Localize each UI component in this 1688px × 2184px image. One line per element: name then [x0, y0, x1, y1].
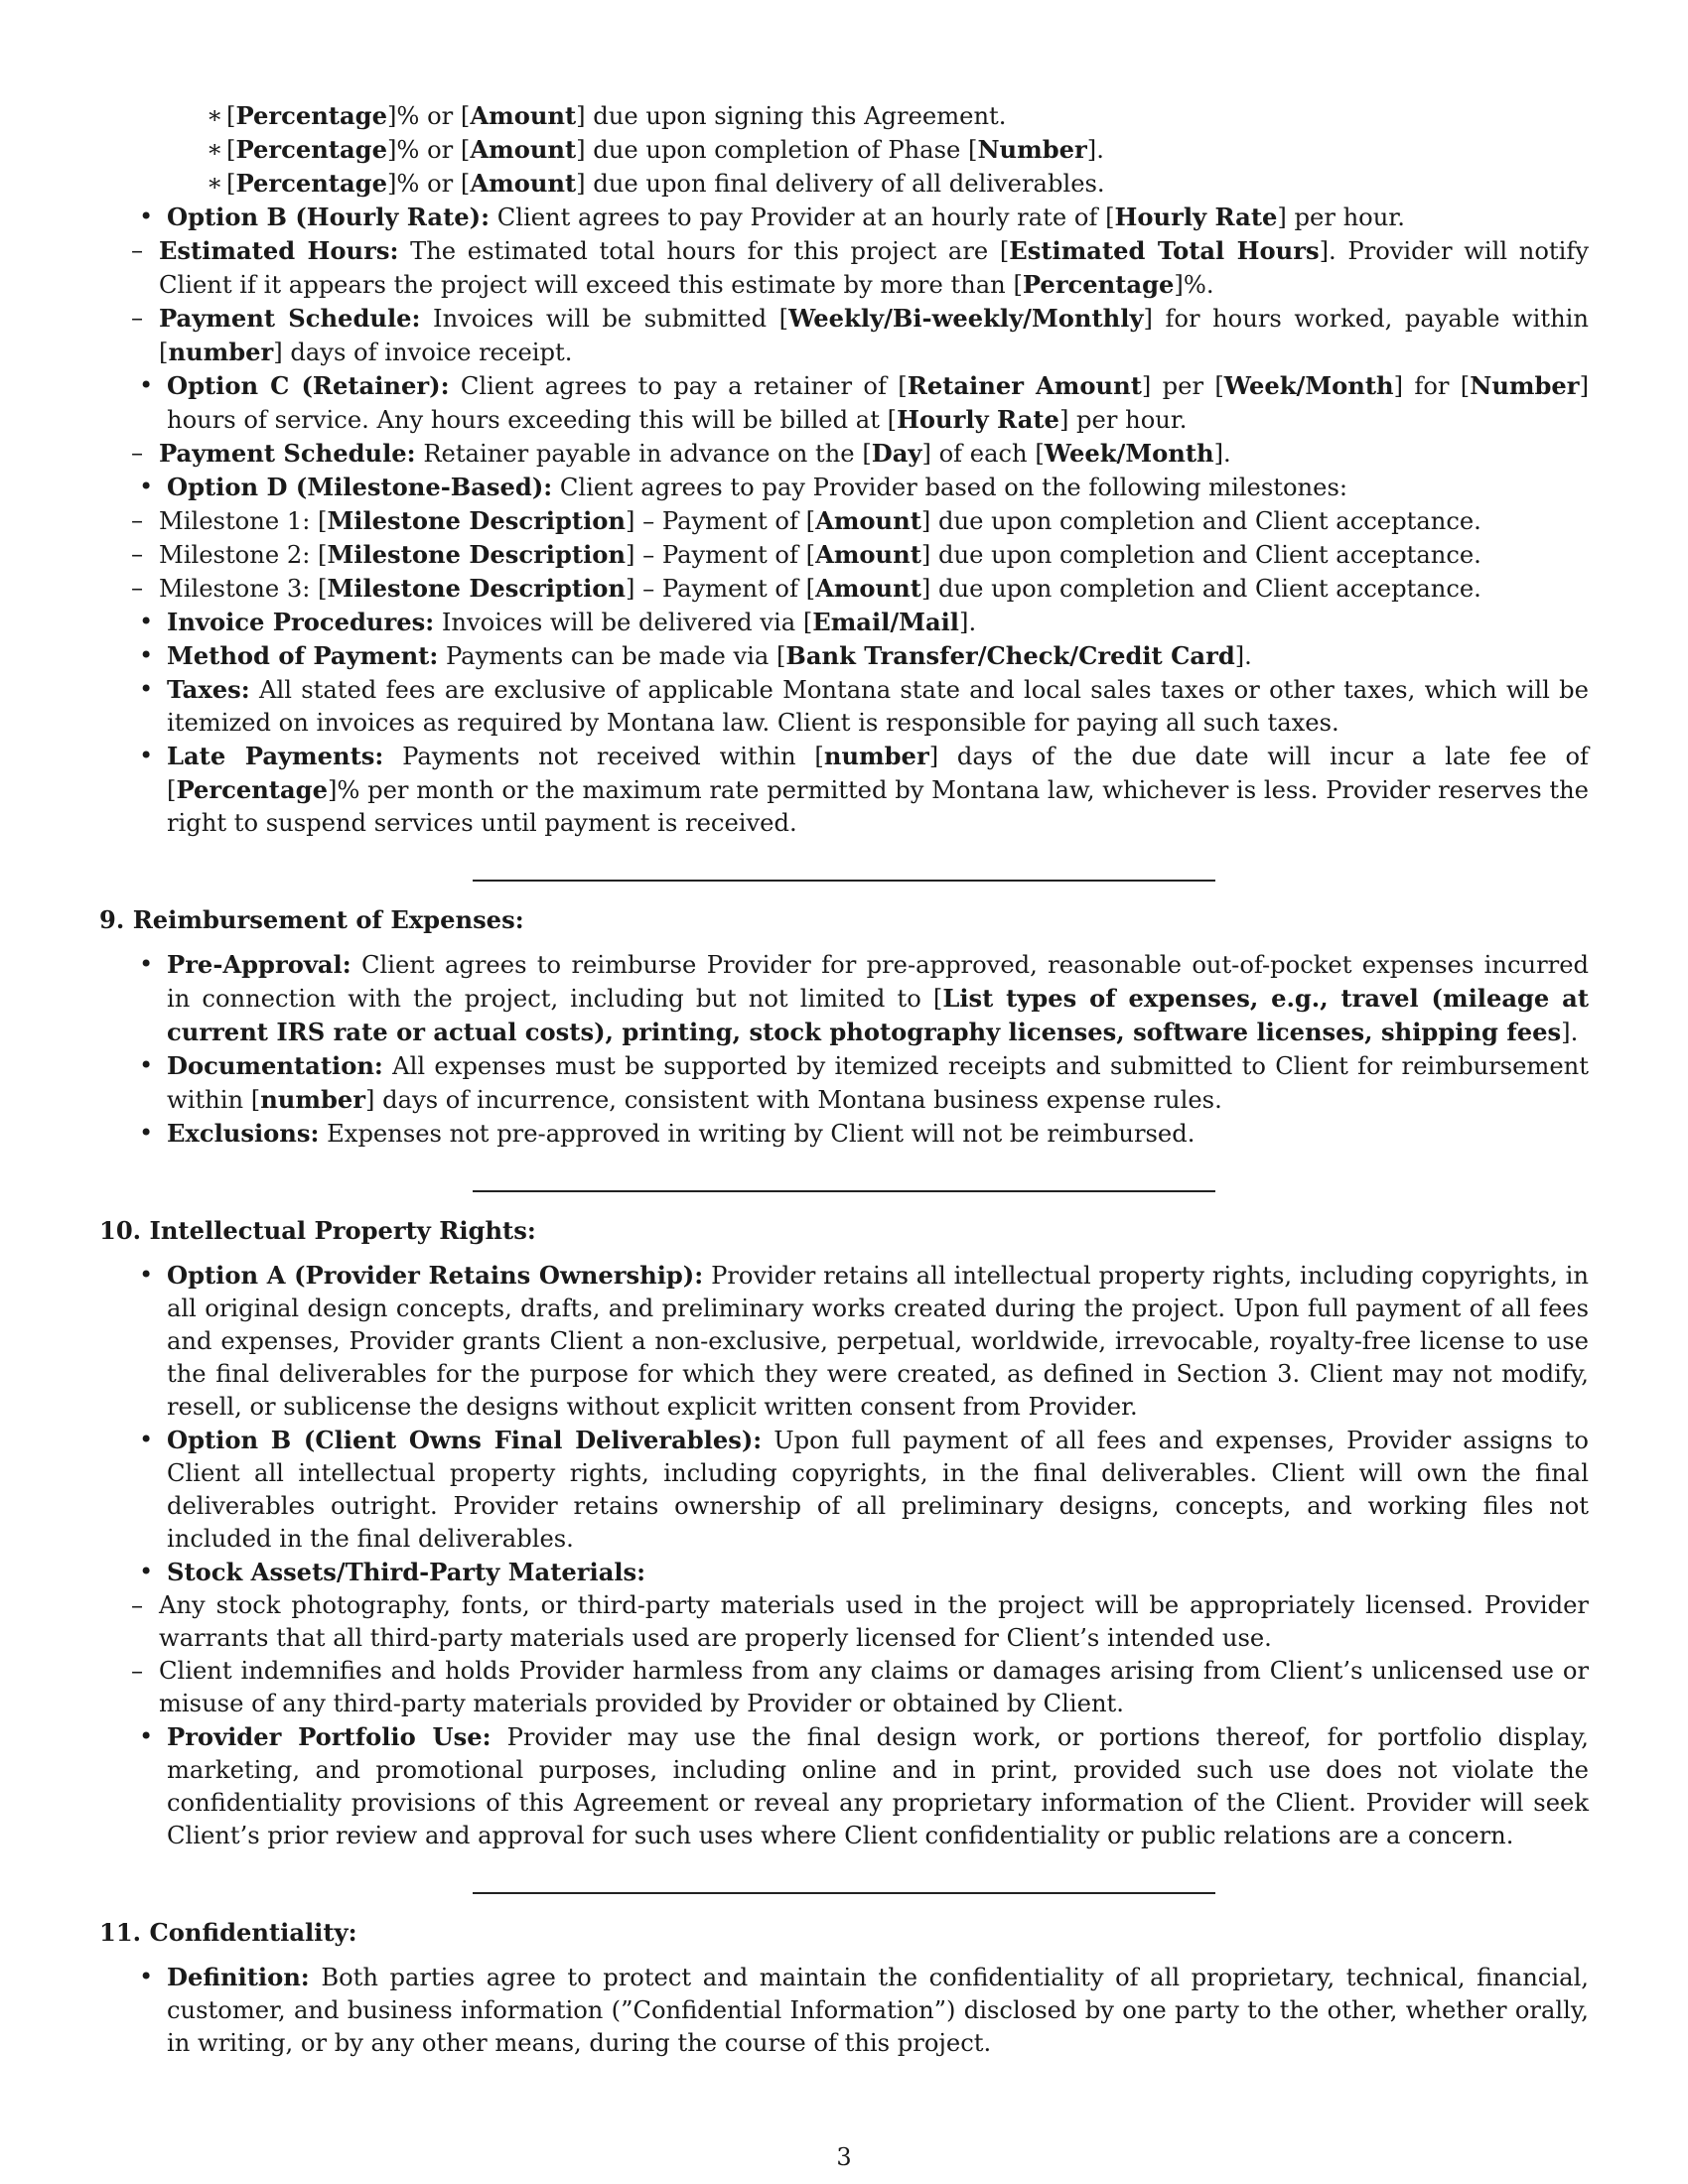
stock-assets-sublist: [99, 1589, 1589, 1720]
payment-schedule: – Payment Schedule: Retainer payable in advance on the [Day] of each [Week/Month].: [99, 437, 1589, 471]
late-payments: • Late Payments: Payments not received within [number] days of the due date will incur a late fee of [Percentage]% per month or the maximum rate permitted by Montana law, whichever is less. Provider reserves the right to suspend services until payment is received.: [99, 740, 1589, 840]
portfolio-use: • Provider Portfolio Use: Provider may use the final design work, or portions thereof, for portfolio display, marketing, and promotional purposes, including online and in print, provided such use does not violate the confidentiality provisions of this Agreement or reveal any proprietary information of the Client. Provider will seek Client’s prior review and approval for such uses where Client confidentiality or public relations are a concern.: [99, 1720, 1589, 1852]
section-divider: [473, 880, 1215, 882]
option-b-hourly: • Option B (Hourly Rate): Client agrees to pay Provider at an hourly rate of [Hourly Rate] per hour. – Estimated Hours: The estimated total hours for this project are [Estimated Total Hours]. Provider will notify Client if it appears the project will exceed this estimate by more than [Percentage]%. – Payment Schedule: Invoices will be submitted [Weekly/Bi-weekly/Monthly] for hours worked, payable within [number] days of invoice receipt.: [99, 201, 1589, 369]
phase-payment-list: [99, 99, 1589, 201]
documentation: • Documentation: All expenses must be supported by itemized receipts and submitted to Client for reimbursement within [number] days of incurrence, consistent with Montana business expense rules.: [99, 1049, 1589, 1117]
option-c-retainer: • Option C (Retainer): Client agrees to pay a retainer of [Retainer Amount] per [Week/Month] for [Number] hours of service. Any hours exceeding this will be billed at [Hourly Rate] per hour. – Payment Schedule: Retainer payable in advance on the [Day] of each [Week/Month].: [99, 369, 1589, 471]
section-10-list: [99, 1259, 1589, 1852]
option-d-milestone: • Option D (Milestone-Based): Client agrees to pay Provider based on the following milestones: – Milestone 1: [Milestone Description] – Payment of [Amount] due upon completion and Client acceptance. – Milestone 2: [Milestone Description] – Payment of [Amount] due upon completion and Client acceptance. – Milestone 3: [Milestone Description] – Payment of [Amount] due upon completion and Client acceptance.: [99, 471, 1589, 606]
ip-option-b: • Option B (Client Owns Final Deliverables): Upon full payment of all fees and expenses, Provider assigns to Client all intellectual property rights, including copyrights, in the final deliverables. Client will own the final deliverables outright. Provider retains ownership of all preliminary designs, concepts, and working files not included in the final deliverables.: [99, 1424, 1589, 1556]
method-of-payment: • Method of Payment: Payments can be made via [Bank Transfer/Check/Credit Card].: [99, 639, 1589, 673]
taxes: • Taxes: All stated fees are exclusive of applicable Montana state and local sales taxes or other taxes, which will be itemized on invoices as required by Montana law. Client is responsible for paying all such taxes.: [99, 673, 1589, 740]
list-item: – Any stock photography, fonts, or third-party materials used in the project will be appropriately licensed. Provider warrants that all third-party materials used are properly licensed for Client’s intended use.: [99, 1589, 1589, 1655]
section-heading-10: 10. Intellectual Property Rights:: [99, 1216, 536, 1245]
estimated-hours: – Estimated Hours: The estimated total hours for this project are [Estimated Total Hours]. Provider will notify Client if it appears the project will exceed this estimate by more than [Percentage]%.: [99, 234, 1589, 302]
confidentiality-definition: • Definition: Both parties agree to protect and maintain the confidentiality of all proprietary, technical, financial, customer, and business information (”Confidential Information”) disclosed by one party to the other, whether orally, in writing, or by any other means, during the course of this project.: [99, 1961, 1589, 2060]
list-item: ∗ [Percentage]% or [Amount] due upon final delivery of all deliverables.: [99, 167, 1589, 201]
milestone-item: – Milestone 3: [Milestone Description] – Payment of [Amount] due upon completion and Client acceptance.: [99, 572, 1589, 606]
ip-option-a: • Option A (Provider Retains Ownership): Provider retains all intellectual property rights, including copyrights, in all original design concepts, drafts, and preliminary works created during the project. Upon full payment of all fees and expenses, Provider grants Client a non-exclusive, perpetual, worldwide, irrevocable, royalty-free license to use the final deliverables for the purpose for which they were created, as defined in Section 3. Client may not modify, resell, or sublicense the designs without explicit written consent from Provider.: [99, 1259, 1589, 1424]
page-number: 3: [836, 2143, 852, 2171]
invoice-procedures: • Invoice Procedures: Invoices will be delivered via [Email/Mail].: [99, 606, 1589, 639]
pre-approval: • Pre-Approval: Client agrees to reimburse Provider for pre-approved, reasonable out-of-pocket expenses incurred in connection with the project, including but not limited to [List types of expenses, e.g., travel (mileage at current IRS rate or actual costs), printing, stock photography licenses, software licenses, shipping fees].: [99, 948, 1589, 1049]
section-heading-11: 11. Confidentiality:: [99, 1918, 357, 1947]
section-9-list: [99, 948, 1589, 1151]
exclusions: • Exclusions: Expenses not pre-approved in writing by Client will not be reimbursed.: [99, 1117, 1589, 1151]
stock-assets: • Stock Assets/Third-Party Materials: – Any stock photography, fonts, or third-party materials used in the project will be appropriately licensed. Provider warrants that all third-party materials used are properly licensed for Client’s intended use. – Client indemnifies and holds Provider harmless from any claims or damages arising from Client’s unlicensed use or misuse of any third-party materials provided by Provider or obtained by Client.: [99, 1556, 1589, 1720]
milestone-item: – Milestone 1: [Milestone Description] – Payment of [Amount] due upon completion and Client acceptance.: [99, 504, 1589, 538]
section-heading-9: 9. Reimbursement of Expenses:: [99, 905, 524, 934]
milestone-item: – Milestone 2: [Milestone Description] – Payment of [Amount] due upon completion and Client acceptance.: [99, 538, 1589, 572]
section-divider: [473, 1190, 1215, 1192]
option-b-sublist: [99, 234, 1589, 369]
document-page: [99, 99, 1589, 2060]
list-item: ∗ [Percentage]% or [Amount] due upon signing this Agreement.: [99, 99, 1589, 133]
section-11-list: [99, 1961, 1589, 2060]
option-c-sublist: [99, 437, 1589, 471]
section-divider: [473, 1892, 1215, 1894]
payment-options-list: [99, 201, 1589, 840]
milestone-list: [99, 504, 1589, 606]
payment-schedule: – Payment Schedule: Invoices will be submitted [Weekly/Bi-weekly/Monthly] for hours worked, payable within [number] days of invoice receipt.: [99, 302, 1589, 369]
list-item: – Client indemnifies and holds Provider harmless from any claims or damages arising from Client’s unlicensed use or misuse of any third-party materials provided by Provider or obtained by Client.: [99, 1655, 1589, 1720]
list-item: ∗ [Percentage]% or [Amount] due upon completion of Phase [Number].: [99, 133, 1589, 167]
